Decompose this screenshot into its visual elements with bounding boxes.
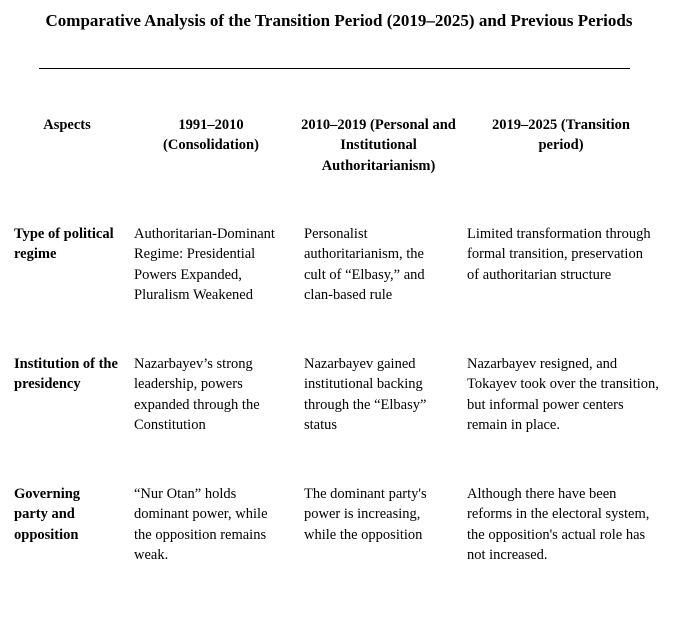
table-cell: Although there have been reforms in the electoral system, the opposition's actual role has not increased. — [467, 486, 650, 563]
column-header-period-1: 1991–2010 (Consolidation) — [163, 117, 259, 154]
column-header-period-3: 2019–2025 (Transition period) — [492, 117, 630, 154]
column-header-aspects: Aspects — [43, 117, 91, 133]
table-cell: Personalist authoritarianism, the cult of “Elbasy,” and clan-based rule — [304, 226, 425, 303]
row-header-party-opposition: Governing party and opposition — [14, 486, 81, 543]
title-divider — [39, 68, 630, 69]
page-title: Comparative Analysis of the Transition Period (2019–2025) and Previous Periods — [45, 11, 633, 30]
table-cell: Authoritarian-Dominant Regime: Presidential Powers Expanded, Pluralism Weakened — [134, 226, 275, 303]
table-cell: The dominant party's power is increasing, while the opposition — [304, 486, 427, 543]
table-cell: Nazarbayev resigned, and Tokayev took over the transition, but informal power centers remain in place. — [467, 356, 659, 433]
table-cell: Nazarbayev gained institutional backing through the “Elbasy” status — [304, 356, 427, 433]
table-cell: Limited transformation through formal transition, preservation of authoritarian structure — [467, 226, 651, 283]
row-header-presidency: Institution of the presidency — [14, 356, 118, 393]
row-header-regime-type: Type of political regime — [14, 226, 114, 263]
column-header-period-2: 2010–2019 (Personal and Institutional Authoritarianism) — [301, 117, 456, 174]
table-cell: “Nur Otan” holds dominant power, while the opposition remains weak. — [134, 486, 268, 563]
table-cell: Nazarbayev’s strong leadership, powers expanded through the Constitution — [134, 356, 260, 433]
